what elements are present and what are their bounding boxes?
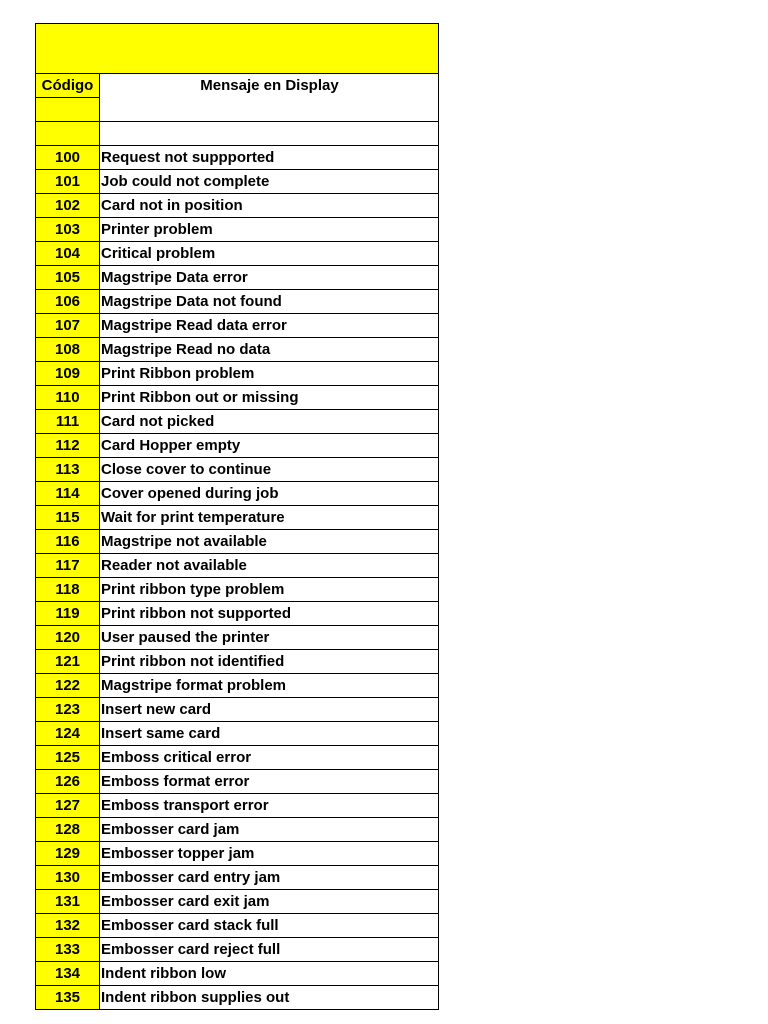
message-cell[interactable]: Printer problem xyxy=(100,218,439,242)
table-row xyxy=(36,626,439,650)
table-row xyxy=(36,170,439,194)
table-row xyxy=(36,146,439,170)
table-row xyxy=(36,266,439,290)
table-row xyxy=(36,530,439,554)
code-cell[interactable]: 124 xyxy=(36,722,100,746)
code-cell[interactable]: 102 xyxy=(36,194,100,218)
table-row xyxy=(36,338,439,362)
code-cell[interactable]: 110 xyxy=(36,386,100,410)
blank-message-cell[interactable] xyxy=(100,122,439,146)
code-cell[interactable]: 111 xyxy=(36,410,100,434)
table-row xyxy=(36,914,439,938)
table-row xyxy=(36,554,439,578)
code-cell[interactable]: 112 xyxy=(36,434,100,458)
message-cell[interactable]: Embosser card jam xyxy=(100,818,439,842)
code-cell[interactable]: 118 xyxy=(36,578,100,602)
code-cell[interactable]: 130 xyxy=(36,866,100,890)
message-cell[interactable]: Emboss transport error xyxy=(100,794,439,818)
table-row xyxy=(36,386,439,410)
table-row xyxy=(36,506,439,530)
table-row xyxy=(36,362,439,386)
table-row xyxy=(36,434,439,458)
message-cell[interactable]: Emboss format error xyxy=(100,770,439,794)
table-body xyxy=(36,24,439,1010)
message-cell[interactable]: Print Ribbon problem xyxy=(100,362,439,386)
blank-code-cell[interactable] xyxy=(36,122,100,146)
message-cell[interactable]: Magstripe format problem xyxy=(100,674,439,698)
message-cell[interactable]: User paused the printer xyxy=(100,626,439,650)
table-row xyxy=(36,818,439,842)
code-cell[interactable]: 126 xyxy=(36,770,100,794)
table-row xyxy=(36,194,439,218)
title-banner-cell[interactable] xyxy=(36,24,439,74)
message-cell[interactable]: Request not suppported xyxy=(100,146,439,170)
message-cell[interactable]: Embosser card stack full xyxy=(100,914,439,938)
message-cell[interactable]: Reader not available xyxy=(100,554,439,578)
code-cell[interactable]: 122 xyxy=(36,674,100,698)
code-cell[interactable]: 119 xyxy=(36,602,100,626)
message-cell[interactable]: Job could not complete xyxy=(100,170,439,194)
table-row xyxy=(36,578,439,602)
table-row xyxy=(36,962,439,986)
message-cell[interactable]: Critical problem xyxy=(100,242,439,266)
table-row xyxy=(36,770,439,794)
code-cell[interactable]: 128 xyxy=(36,818,100,842)
message-cell[interactable]: Print ribbon not identified xyxy=(100,650,439,674)
code-cell[interactable]: 113 xyxy=(36,458,100,482)
code-cell[interactable]: 108 xyxy=(36,338,100,362)
code-cell[interactable]: 135 xyxy=(36,986,100,1010)
code-cell[interactable]: 103 xyxy=(36,218,100,242)
code-cell[interactable]: 106 xyxy=(36,290,100,314)
message-cell[interactable]: Card not picked xyxy=(100,410,439,434)
message-cell[interactable]: Indent ribbon supplies out xyxy=(100,986,439,1010)
table-row xyxy=(36,314,439,338)
table-row xyxy=(36,458,439,482)
table-row xyxy=(36,242,439,266)
code-cell[interactable]: 107 xyxy=(36,314,100,338)
message-cell[interactable]: Cover opened during job xyxy=(100,482,439,506)
message-cell[interactable]: Embosser topper jam xyxy=(100,842,439,866)
code-cell[interactable]: 114 xyxy=(36,482,100,506)
code-cell[interactable]: 100 xyxy=(36,146,100,170)
code-cell[interactable]: 109 xyxy=(36,362,100,386)
message-cell[interactable]: Print ribbon not supported xyxy=(100,602,439,626)
code-cell[interactable]: 133 xyxy=(36,938,100,962)
table-row xyxy=(36,674,439,698)
table-row xyxy=(36,410,439,434)
message-cell[interactable]: Magstripe Read data error xyxy=(100,314,439,338)
message-cell[interactable]: Print Ribbon out or missing xyxy=(100,386,439,410)
message-cell[interactable]: Insert new card xyxy=(100,698,439,722)
code-cell[interactable]: 105 xyxy=(36,266,100,290)
message-cell[interactable]: Magstripe Data error xyxy=(100,266,439,290)
message-cell[interactable]: Card not in position xyxy=(100,194,439,218)
code-cell[interactable]: 121 xyxy=(36,650,100,674)
message-cell[interactable]: Indent ribbon low xyxy=(100,962,439,986)
table-row xyxy=(36,482,439,506)
table-row xyxy=(36,746,439,770)
message-cell[interactable]: Card Hopper empty xyxy=(100,434,439,458)
message-cell[interactable]: Magstripe not available xyxy=(100,530,439,554)
message-cell[interactable]: Wait for print temperature xyxy=(100,506,439,530)
header-code-cell[interactable]: Código xyxy=(36,74,100,98)
table-row xyxy=(36,722,439,746)
code-cell[interactable]: 123 xyxy=(36,698,100,722)
table-row xyxy=(36,866,439,890)
table-row xyxy=(36,794,439,818)
message-cell[interactable]: Print ribbon type problem xyxy=(100,578,439,602)
table-row xyxy=(36,218,439,242)
code-cell[interactable]: 127 xyxy=(36,794,100,818)
header-code-sub-cell[interactable] xyxy=(36,98,100,122)
code-cell[interactable]: 134 xyxy=(36,962,100,986)
code-cell[interactable]: 104 xyxy=(36,242,100,266)
code-cell[interactable]: 116 xyxy=(36,530,100,554)
table-row xyxy=(36,650,439,674)
code-cell[interactable]: 101 xyxy=(36,170,100,194)
message-cell[interactable]: Embosser card exit jam xyxy=(100,890,439,914)
code-cell[interactable]: 120 xyxy=(36,626,100,650)
code-cell[interactable]: 125 xyxy=(36,746,100,770)
code-cell[interactable]: 131 xyxy=(36,890,100,914)
header-row xyxy=(36,74,439,98)
code-cell[interactable]: 117 xyxy=(36,554,100,578)
spreadsheet-table xyxy=(35,23,438,1010)
title-banner-row xyxy=(36,24,439,74)
table-row xyxy=(36,986,439,1010)
header-message-cell[interactable]: Mensaje en Display xyxy=(100,74,439,122)
table-row xyxy=(36,842,439,866)
message-cell[interactable]: Magstripe Data not found xyxy=(100,290,439,314)
message-cell[interactable]: Magstripe Read no data xyxy=(100,338,439,362)
code-cell[interactable]: 129 xyxy=(36,842,100,866)
message-cell[interactable]: Embosser card reject full xyxy=(100,938,439,962)
code-cell[interactable]: 115 xyxy=(36,506,100,530)
table-row xyxy=(36,938,439,962)
table-row xyxy=(36,602,439,626)
code-cell[interactable]: 132 xyxy=(36,914,100,938)
blank-row xyxy=(36,122,439,146)
table-row xyxy=(36,890,439,914)
message-cell[interactable]: Emboss critical error xyxy=(100,746,439,770)
message-cell[interactable]: Close cover to continue xyxy=(100,458,439,482)
error-code-table xyxy=(35,23,439,1010)
table-row xyxy=(36,698,439,722)
message-cell[interactable]: Insert same card xyxy=(100,722,439,746)
table-row xyxy=(36,290,439,314)
message-cell[interactable]: Embosser card entry jam xyxy=(100,866,439,890)
